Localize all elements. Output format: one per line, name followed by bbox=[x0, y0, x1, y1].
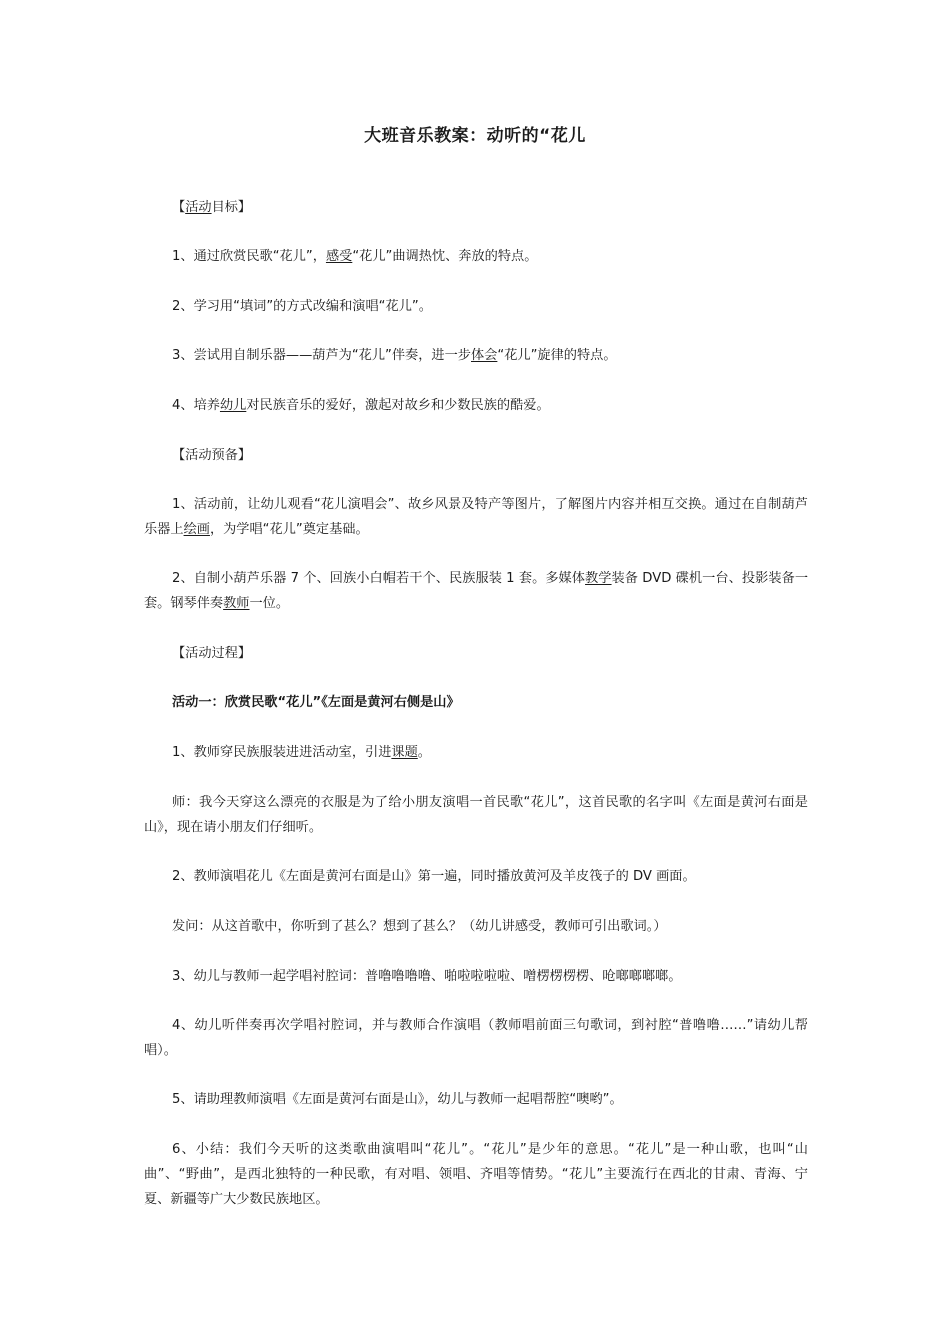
process-item-5: 3、幼儿与教师一起学唱衬腔词：普噜噜噜噜、啪啦啦啦啦、噌楞楞楞楞、呛啷啷啷啷。 bbox=[172, 969, 682, 984]
goal-item-1 bbox=[144, 244, 808, 269]
goal-item-2: 2、学习用“填词”的方式改编和演唱“花儿”。 bbox=[172, 299, 432, 314]
activity1-heading: 活动一：欣赏民歌“花儿”《左面是黄河右侧是山》 bbox=[172, 695, 460, 710]
prep-2-text-b: 装备 DVD 碟机一台、投影装备一套。钢琴伴奏 bbox=[144, 571, 809, 611]
link-teacher[interactable]: 教师 bbox=[223, 596, 250, 611]
link-topic[interactable]: 课题 bbox=[391, 745, 418, 760]
goal-4-text-a: 4、培养 bbox=[172, 398, 220, 413]
link-painting[interactable]: 绘画 bbox=[183, 522, 210, 537]
process-item-2: 师：我今天穿这么漂亮的衣服是为了给小朋友演唱一首民歌“花儿”，这首民歌的名字叫《左面是黄河右面是山》，现在请小朋友们仔细听。 bbox=[144, 795, 808, 835]
prep-2-text-a: 2、自制小葫芦乐器 7 个、回族小白帽若干个、民族服装 1 套。多媒体 bbox=[172, 571, 586, 586]
bracket-open: 【 bbox=[172, 200, 186, 215]
prep-heading: 【活动预备】 bbox=[172, 448, 252, 463]
process-item-1 bbox=[144, 740, 808, 765]
prep-1-text-a: 1、活动前，让幼儿观看“花儿演唱会”、故乡风景及特产等图片，了解图片内容并相互交换。通过在自制葫芦乐器上 bbox=[144, 497, 808, 537]
process-1-text-b: 。 bbox=[417, 745, 431, 760]
document-title: 大班音乐教案：动听的“花儿 bbox=[364, 126, 586, 146]
process-1-text-a: 1、教师穿民族服装进进活动室，引进 bbox=[172, 745, 392, 760]
process-item-8: 6、小结：我们今天听的这类歌曲演唱叫“花儿”。“花儿”是少年的意思。“花儿”是一种山歌，也叫“山曲”、“野曲”，是西北独特的一种民歌，有对唱、领唱、齐唱等情势。“花儿”主要流行在西北的甘肃、青海、宁夏、新疆等广大少数民族地区。 bbox=[144, 1142, 808, 1207]
goals-heading bbox=[144, 195, 808, 220]
goal-1-text-b: “花儿”曲调热忱、奔放的特点。 bbox=[352, 249, 538, 264]
link-teaching[interactable]: 教学 bbox=[585, 571, 612, 586]
link-experience[interactable]: 体会 bbox=[471, 348, 498, 363]
prep-2-text-c: 一位。 bbox=[249, 596, 290, 611]
process-item-4: 发问：从这首歌中，你听到了甚么？想到了甚么？（幼儿讲感受，教师可引出歌词。） bbox=[172, 919, 667, 934]
process-item-6: 4、幼儿听伴奏再次学唱衬腔词，并与教师合作演唱（教师唱前面三句歌词，到衬腔“普噜噜……”请幼儿帮唱）。 bbox=[144, 1018, 808, 1058]
process-item-7: 5、请助理教师演唱《左面是黄河右面是山》，幼儿与教师一起唱帮腔“噢哟”。 bbox=[172, 1092, 623, 1107]
link-child[interactable]: 幼儿 bbox=[219, 398, 247, 413]
link-feel[interactable]: 感受 bbox=[325, 249, 353, 264]
goal-3-text-a: 3、尝试用自制乐器——葫芦为“花儿”伴奏，进一步 bbox=[172, 348, 471, 363]
goals-heading-rest: 目标】 bbox=[211, 200, 252, 215]
goal-item-4 bbox=[144, 393, 808, 418]
goal-4-text-b: 对民族音乐的爱好，激起对故乡和少数民族的酷爱。 bbox=[246, 398, 550, 413]
prep-item-2 bbox=[144, 566, 808, 616]
goal-1-text-a: 1、通过欣赏民歌“花儿”， bbox=[172, 249, 326, 264]
goal-item-3 bbox=[144, 343, 808, 368]
prep-1-text-b: ，为学唱“花儿”奠定基础。 bbox=[209, 522, 369, 537]
prep-item-1 bbox=[144, 492, 808, 542]
process-heading: 【活动过程】 bbox=[172, 646, 252, 661]
link-activity[interactable]: 活动 bbox=[185, 200, 212, 215]
goal-3-text-b: “花儿”旋律的特点。 bbox=[497, 348, 617, 363]
process-item-3: 2、教师演唱花儿《左面是黄河右面是山》第一遍，同时播放黄河及羊皮筏子的 DV 画面。 bbox=[172, 869, 696, 884]
